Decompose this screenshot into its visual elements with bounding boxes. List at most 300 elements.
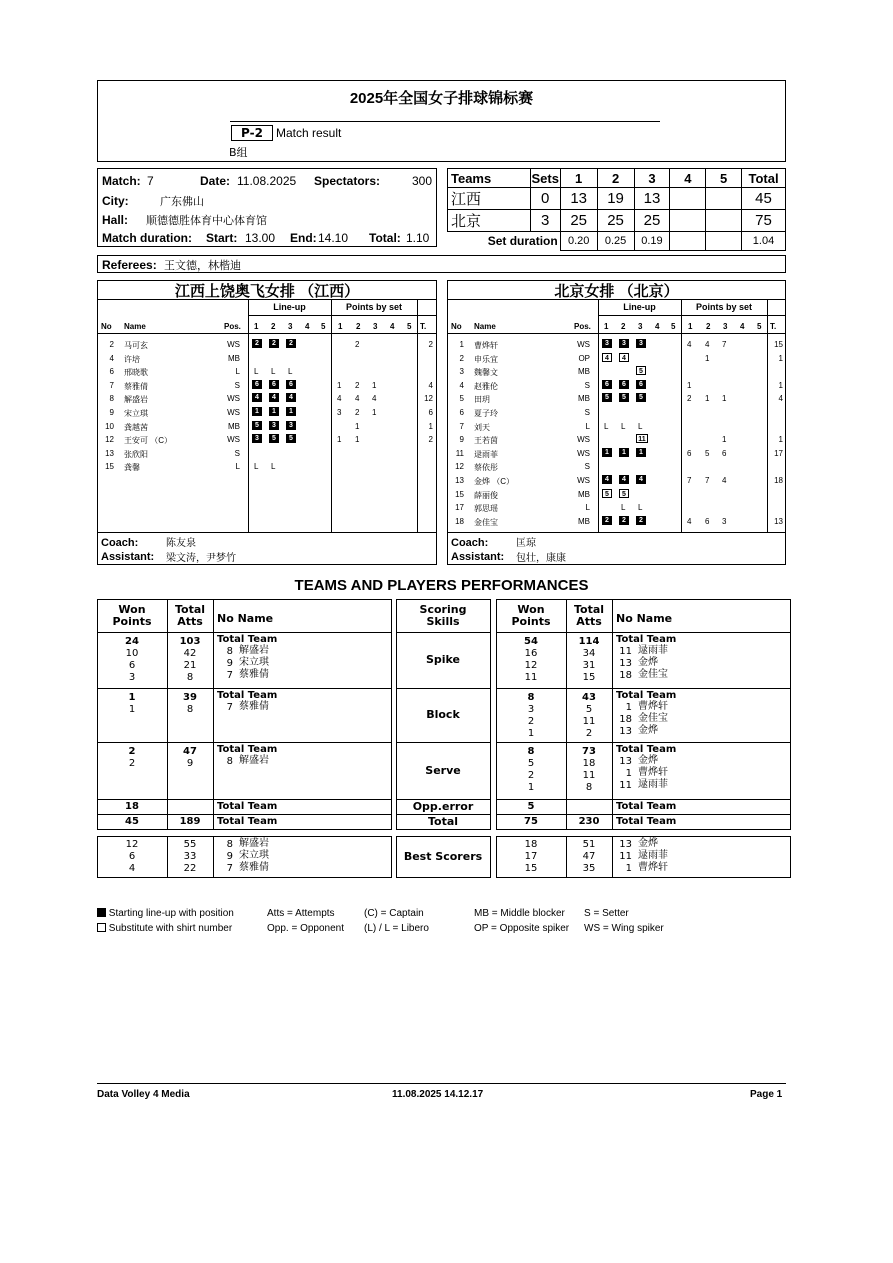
player-number: 15 bbox=[455, 489, 464, 499]
starting-position-square: 3 bbox=[602, 339, 612, 348]
match-label: Match: bbox=[102, 174, 141, 188]
won-points: 54 bbox=[524, 636, 538, 647]
pos-header: Pos. bbox=[574, 322, 591, 331]
team-a-set2: 19 bbox=[597, 188, 634, 210]
player-position: MB bbox=[578, 489, 590, 499]
lineup-set-header: 1 bbox=[604, 322, 609, 331]
set1-header: 1 bbox=[560, 169, 597, 188]
set-points: 5 bbox=[705, 448, 710, 458]
won-points: 2 bbox=[527, 716, 535, 727]
player-row bbox=[98, 352, 436, 366]
total-atts: 8 bbox=[186, 672, 194, 683]
total-points: 4 bbox=[778, 394, 783, 404]
assistant-names: 包壮，康康 bbox=[516, 553, 566, 564]
player-number: 7 bbox=[459, 421, 464, 431]
performer-name: 宋立琪 bbox=[239, 657, 269, 668]
performer-number: 8 bbox=[226, 646, 233, 657]
player-row bbox=[98, 420, 436, 434]
player-number: 8 bbox=[109, 394, 114, 404]
hall-value: 顺德德胜体育中心体育馆 bbox=[146, 215, 267, 227]
team-b-short: 北京 bbox=[448, 210, 531, 232]
best-scorer-number: 13 bbox=[619, 839, 632, 850]
player-row bbox=[448, 406, 785, 420]
starting-position-square: 1 bbox=[602, 448, 612, 457]
total-atts: 103 bbox=[179, 636, 201, 647]
total-atts-header: Total Atts bbox=[174, 603, 206, 628]
match-number: 7 bbox=[147, 174, 154, 188]
won-points-header: Won Points bbox=[112, 603, 152, 628]
points-set-header: 3 bbox=[723, 322, 728, 331]
performer-number: 13 bbox=[619, 756, 632, 767]
libero-mark: L bbox=[621, 503, 626, 513]
sub-square-icon bbox=[97, 923, 106, 932]
won-points: 8 bbox=[527, 692, 535, 703]
player-name: 解盛岩 bbox=[124, 395, 148, 405]
player-position: WS bbox=[577, 448, 590, 458]
total-team-label: Total Team bbox=[217, 816, 278, 827]
legend-ws: WS = Wing spiker bbox=[584, 923, 664, 934]
points-set-header: 3 bbox=[373, 322, 378, 331]
footer-timestamp: 11.08.2025 14.12.17 bbox=[392, 1089, 484, 1100]
player-number: 15 bbox=[105, 462, 114, 472]
set2-duration: 0.25 bbox=[597, 232, 634, 251]
match-info-box bbox=[97, 168, 437, 247]
player-position: WS bbox=[577, 435, 590, 445]
starting-position-square: 5 bbox=[619, 393, 629, 402]
player-position: S bbox=[234, 448, 240, 458]
total-points: 2 bbox=[428, 435, 433, 445]
libero-mark: L bbox=[254, 462, 259, 472]
starting-position-square: 6 bbox=[636, 380, 646, 389]
player-row bbox=[98, 447, 436, 461]
match-date: 11.08.2025 bbox=[237, 174, 297, 188]
player-name: 蔡雅倩 bbox=[124, 381, 148, 391]
points-set-header: 2 bbox=[356, 322, 361, 331]
starting-position-square: 1 bbox=[269, 407, 279, 416]
performer-name: 金烨 bbox=[638, 725, 658, 736]
set1-duration: 0.20 bbox=[560, 232, 597, 251]
player-row bbox=[98, 365, 436, 379]
player-number: 6 bbox=[109, 367, 114, 377]
substitute-square: 4 bbox=[619, 353, 629, 362]
player-name: 夏子玲 bbox=[474, 409, 498, 418]
coach-label: Coach: bbox=[451, 537, 489, 549]
performer-name: 蔡雅倩 bbox=[239, 701, 269, 712]
city-value: 广东佛山 bbox=[160, 196, 204, 208]
set5-duration bbox=[706, 232, 742, 251]
score-table bbox=[447, 168, 786, 251]
total-team-label: Total Team bbox=[217, 801, 278, 812]
total-label: Total: bbox=[369, 231, 401, 245]
libero-mark: L bbox=[271, 462, 276, 472]
won-points: 1 bbox=[128, 692, 136, 703]
won-points: 2 bbox=[527, 770, 535, 781]
skill-serve: Serve bbox=[425, 763, 461, 777]
player-name: 张欣阳 bbox=[124, 449, 148, 459]
team-b-set4 bbox=[670, 210, 706, 232]
lineup-set-header: 5 bbox=[321, 322, 326, 331]
duration-total: 1.04 bbox=[742, 232, 786, 251]
performer-name: 解盛岩 bbox=[239, 755, 269, 766]
player-name: 申乐宜 bbox=[474, 354, 498, 364]
legend-atts: Atts = Attempts bbox=[267, 908, 335, 919]
team-a-set4 bbox=[670, 188, 706, 210]
won-points: 1 bbox=[527, 728, 535, 739]
starting-position-square: 4 bbox=[636, 475, 646, 484]
doc-type: Match result bbox=[276, 126, 342, 140]
player-number: 4 bbox=[459, 380, 464, 390]
player-row bbox=[448, 365, 785, 379]
set-points: 6 bbox=[705, 516, 710, 526]
starting-position-square: 4 bbox=[602, 475, 612, 484]
legend-opp: Opp. = Opponent bbox=[267, 923, 345, 934]
total-points: 6 bbox=[428, 408, 433, 417]
won-points: 2 bbox=[128, 746, 136, 757]
starting-position-square: 5 bbox=[286, 434, 296, 443]
starting-position-square: 2 bbox=[269, 339, 279, 348]
starting-position-square: 1 bbox=[252, 407, 262, 416]
divider bbox=[248, 315, 436, 316]
set-points: 2 bbox=[355, 408, 360, 417]
duration-label: Match duration: bbox=[102, 231, 192, 245]
player-name: 龚馨 bbox=[124, 463, 140, 473]
performer-name: 曹烨轩 bbox=[638, 701, 668, 712]
player-name: 郭思瑶 bbox=[474, 504, 498, 514]
footer-page: Page 1 bbox=[750, 1089, 783, 1100]
starting-position-square: 4 bbox=[252, 393, 262, 402]
performer-name: 蔡雅倩 bbox=[239, 669, 269, 680]
team-b-set3: 25 bbox=[634, 210, 670, 232]
player-number: 2 bbox=[109, 340, 114, 349]
set-points: 3 bbox=[722, 516, 727, 526]
best-scorer-name: 解盛岩 bbox=[239, 838, 269, 849]
libero-mark: L bbox=[271, 367, 276, 377]
perf-cell bbox=[566, 799, 613, 815]
set-points: 4 bbox=[372, 394, 377, 404]
libero-mark: L bbox=[638, 503, 643, 513]
total-team-label: Total Team bbox=[616, 801, 677, 812]
group-label: B组 bbox=[229, 146, 248, 159]
set2-header: 2 bbox=[597, 169, 634, 188]
best-won-points: 12 bbox=[125, 839, 139, 850]
best-total-atts: 55 bbox=[183, 839, 197, 850]
title-rule bbox=[230, 121, 660, 122]
player-position: WS bbox=[227, 394, 240, 404]
best-scorer-name: 逯雨菲 bbox=[638, 850, 668, 861]
player-name: 王安可 （C） bbox=[124, 436, 172, 446]
set4-header: 4 bbox=[670, 169, 706, 188]
team-a-short: 江西 bbox=[448, 188, 531, 210]
won-points: 6 bbox=[128, 660, 136, 671]
player-number: 3 bbox=[459, 367, 464, 377]
substitute-square: 4 bbox=[602, 353, 612, 362]
player-name: 金烨 （C） bbox=[474, 477, 514, 486]
player-number: 17 bbox=[455, 503, 464, 513]
player-row bbox=[98, 379, 436, 393]
total-points: 1 bbox=[778, 353, 783, 363]
scoring-skills-header: Scoring Skills bbox=[419, 602, 467, 628]
set-points: 1 bbox=[687, 380, 692, 390]
total-points: 1 bbox=[778, 380, 783, 390]
best-scorer-number: 1 bbox=[625, 863, 632, 874]
player-position: MB bbox=[578, 367, 590, 377]
substitute-square: 5 bbox=[619, 489, 629, 498]
starting-position-square: 1 bbox=[636, 448, 646, 457]
player-position: S bbox=[584, 462, 590, 472]
player-name: 逯雨菲 bbox=[474, 449, 498, 459]
team-a-set5 bbox=[706, 188, 742, 210]
substitute-square: 5 bbox=[636, 366, 646, 375]
team-a-total: 45 bbox=[742, 188, 786, 210]
player-name: 田玥 bbox=[474, 395, 490, 405]
assistant-names: 梁文涛，尹梦竹 bbox=[166, 553, 236, 564]
best-won-points: 6 bbox=[128, 851, 136, 862]
player-number: 10 bbox=[105, 421, 114, 431]
total-atts: 5 bbox=[585, 704, 593, 715]
best-total-atts: 51 bbox=[582, 839, 596, 850]
set-points: 4 bbox=[705, 340, 710, 349]
performer-number: 9 bbox=[226, 658, 233, 669]
set-points: 2 bbox=[687, 394, 692, 404]
total-atts: 73 bbox=[582, 746, 596, 757]
starting-position-square: 3 bbox=[269, 421, 279, 430]
points-set-header: 4 bbox=[390, 322, 395, 331]
total-points: 4 bbox=[428, 380, 433, 390]
best-total-atts: 35 bbox=[582, 863, 596, 874]
team-b-set1: 25 bbox=[560, 210, 597, 232]
score-row-a bbox=[448, 188, 786, 210]
date-label: Date: bbox=[200, 174, 231, 188]
player-position: L bbox=[235, 367, 240, 377]
no-header: No bbox=[451, 322, 462, 331]
total-points: 75 bbox=[524, 816, 538, 827]
legend-op: OP = Opposite spiker bbox=[474, 923, 570, 934]
points-header: Points by set bbox=[345, 302, 402, 312]
won-points: 8 bbox=[527, 746, 535, 757]
won-points: 2 bbox=[128, 758, 136, 769]
player-number: 7 bbox=[109, 380, 114, 390]
total-team-label: Total Team bbox=[616, 634, 677, 645]
player-row bbox=[448, 515, 785, 529]
player-row bbox=[448, 447, 785, 461]
set-points: 4 bbox=[687, 340, 692, 349]
team-b-set2: 25 bbox=[597, 210, 634, 232]
player-name: 马可玄 bbox=[124, 341, 148, 350]
set-points: 1 bbox=[372, 380, 377, 390]
player-row bbox=[448, 420, 785, 434]
performances-title: TEAMS AND PLAYERS PERFORMANCES bbox=[294, 577, 589, 594]
player-name: 曹烨轩 bbox=[474, 341, 498, 350]
won-points: 1 bbox=[527, 782, 535, 793]
score-header-row bbox=[448, 169, 786, 188]
lineup-header: Line-up bbox=[273, 302, 306, 312]
opp-error-points: 18 bbox=[125, 801, 139, 812]
referees-label: Referees: bbox=[102, 258, 157, 272]
total-atts: 21 bbox=[183, 660, 197, 671]
player-number: 13 bbox=[105, 448, 114, 458]
lineup-set-header: 2 bbox=[621, 322, 626, 331]
end-label: End: bbox=[290, 231, 317, 245]
team-b-set5 bbox=[706, 210, 742, 232]
player-position: L bbox=[585, 421, 590, 431]
best-scorer-name: 蔡雅倩 bbox=[239, 862, 269, 873]
total-atts: 31 bbox=[582, 660, 596, 671]
player-name: 刘天 bbox=[474, 422, 490, 432]
total-team-label: Total Team bbox=[217, 744, 278, 755]
player-row bbox=[448, 488, 785, 502]
player-name: 许培 bbox=[124, 354, 140, 364]
total-atts: 2 bbox=[585, 728, 593, 739]
doc-code: P-2 bbox=[231, 125, 273, 141]
best-scorer-number: 8 bbox=[226, 839, 233, 850]
total-team-label: Total Team bbox=[616, 816, 677, 827]
points-set-header: 2 bbox=[706, 322, 711, 331]
divider bbox=[448, 532, 785, 533]
performer-name: 金佳宝 bbox=[638, 713, 668, 724]
starting-position-square: 2 bbox=[619, 516, 629, 525]
player-number: 5 bbox=[459, 394, 464, 404]
player-number: 9 bbox=[109, 408, 114, 417]
set-points: 1 bbox=[337, 435, 342, 445]
performer-number: 13 bbox=[619, 726, 632, 737]
set3-header: 3 bbox=[634, 169, 670, 188]
divider bbox=[98, 299, 436, 300]
legend-start-text: Starting line-up with position bbox=[108, 908, 234, 919]
player-number: 4 bbox=[109, 353, 114, 363]
starting-position-square: 6 bbox=[619, 380, 629, 389]
skill-best-scorers: Best Scorers bbox=[403, 849, 483, 863]
best-scorer-number: 11 bbox=[619, 851, 632, 862]
set-points: 4 bbox=[355, 394, 360, 404]
total-points: 1 bbox=[778, 435, 783, 445]
best-total-atts: 22 bbox=[183, 863, 197, 874]
player-position: S bbox=[584, 408, 590, 417]
performer-number: 18 bbox=[619, 670, 632, 681]
player-name: 宋立琪 bbox=[124, 409, 148, 418]
teams-header: Teams bbox=[448, 169, 531, 188]
team-name: 北京女排 （北京） bbox=[554, 283, 679, 300]
best-won-points: 4 bbox=[128, 863, 136, 874]
best-won-points: 18 bbox=[524, 839, 538, 850]
player-row bbox=[448, 501, 785, 515]
player-row bbox=[98, 433, 436, 447]
player-position: MB bbox=[578, 516, 590, 526]
performer-number: 11 bbox=[619, 780, 632, 791]
t-header: T. bbox=[420, 322, 427, 331]
total-atts: 42 bbox=[183, 648, 197, 659]
points-set-header: 1 bbox=[338, 322, 343, 331]
player-number: 12 bbox=[105, 435, 114, 445]
set-points: 2 bbox=[355, 380, 360, 390]
won-points: 10 bbox=[125, 648, 139, 659]
set-points: 1 bbox=[372, 408, 377, 417]
total-atts: 15 bbox=[582, 672, 596, 683]
libero-mark: L bbox=[604, 421, 609, 431]
starting-position-square: 1 bbox=[286, 407, 296, 416]
set-points: 1 bbox=[337, 380, 342, 390]
points-header: Points by set bbox=[695, 302, 752, 312]
skill-spike: Spike bbox=[425, 653, 461, 666]
starting-position-square: 2 bbox=[636, 516, 646, 525]
start-value: 13.00 bbox=[245, 231, 276, 245]
points-set-header: 4 bbox=[740, 322, 745, 331]
starting-position-square: 6 bbox=[252, 380, 262, 389]
player-position: L bbox=[585, 503, 590, 513]
divider bbox=[448, 299, 785, 300]
player-row bbox=[448, 392, 785, 406]
starting-position-square: 3 bbox=[252, 434, 262, 443]
libero-mark: L bbox=[638, 421, 643, 431]
total-team-label: Total Team bbox=[616, 744, 677, 755]
team-a-roster bbox=[97, 280, 437, 565]
won-points: 1 bbox=[128, 704, 136, 715]
total-atts: 189 bbox=[179, 816, 201, 827]
won-points: 3 bbox=[128, 672, 136, 683]
referees-value: 王文德，林楷迪 bbox=[164, 260, 241, 272]
starting-position-square: 6 bbox=[286, 380, 296, 389]
assistant-label: Assistant: bbox=[451, 551, 505, 563]
starting-position-square: 5 bbox=[636, 393, 646, 402]
performer-name: 解盛岩 bbox=[239, 645, 269, 656]
header-box bbox=[97, 80, 786, 162]
total-value: 1.10 bbox=[406, 231, 430, 245]
performer-name: 逯雨菲 bbox=[638, 779, 668, 790]
set3-duration: 0.19 bbox=[634, 232, 670, 251]
divider bbox=[98, 333, 436, 334]
player-position: MB bbox=[578, 394, 590, 404]
player-row bbox=[448, 433, 785, 447]
set-points: 1 bbox=[355, 421, 360, 431]
player-name: 金佳宝 bbox=[474, 517, 498, 527]
performer-number: 13 bbox=[619, 658, 632, 669]
team-a-sets: 0 bbox=[530, 188, 560, 210]
libero-mark: L bbox=[254, 367, 259, 377]
set5-header: 5 bbox=[706, 169, 742, 188]
libero-mark: L bbox=[288, 367, 293, 377]
total-atts-header: Total Atts bbox=[573, 603, 605, 628]
perf-cell bbox=[167, 799, 214, 815]
no-header: No bbox=[101, 322, 112, 331]
performer-number: 1 bbox=[625, 768, 632, 779]
libero-mark: L bbox=[621, 421, 626, 431]
performer-name: 金烨 bbox=[638, 657, 658, 668]
skill-total: Total bbox=[427, 814, 459, 828]
total-atts: 11 bbox=[582, 716, 596, 727]
lineup-set-header: 1 bbox=[254, 322, 259, 331]
total-points: 18 bbox=[774, 476, 783, 485]
player-row bbox=[448, 460, 785, 474]
set-points: 1 bbox=[722, 394, 727, 404]
team-name: 江西上饶奥飞女排 （江西） bbox=[174, 283, 360, 300]
starting-position-square: 4 bbox=[269, 393, 279, 402]
player-name: 赵雅伦 bbox=[474, 381, 498, 391]
team-b-sets: 3 bbox=[530, 210, 560, 232]
substitute-square: 5 bbox=[602, 489, 612, 498]
legend-s: S = Setter bbox=[584, 908, 629, 919]
player-name: 蔡依彤 bbox=[474, 463, 498, 473]
set-points: 3 bbox=[337, 408, 342, 417]
total-atts: 18 bbox=[582, 758, 596, 769]
player-position: WS bbox=[227, 408, 240, 417]
set-points: 4 bbox=[337, 394, 342, 404]
set-points: 1 bbox=[705, 353, 710, 363]
points-set-header: 5 bbox=[757, 322, 762, 331]
spectators-count: 300 bbox=[412, 174, 433, 188]
team-b-total: 75 bbox=[742, 210, 786, 232]
divider bbox=[448, 333, 785, 334]
set-points: 1 bbox=[705, 394, 710, 404]
set-points: 4 bbox=[687, 516, 692, 526]
